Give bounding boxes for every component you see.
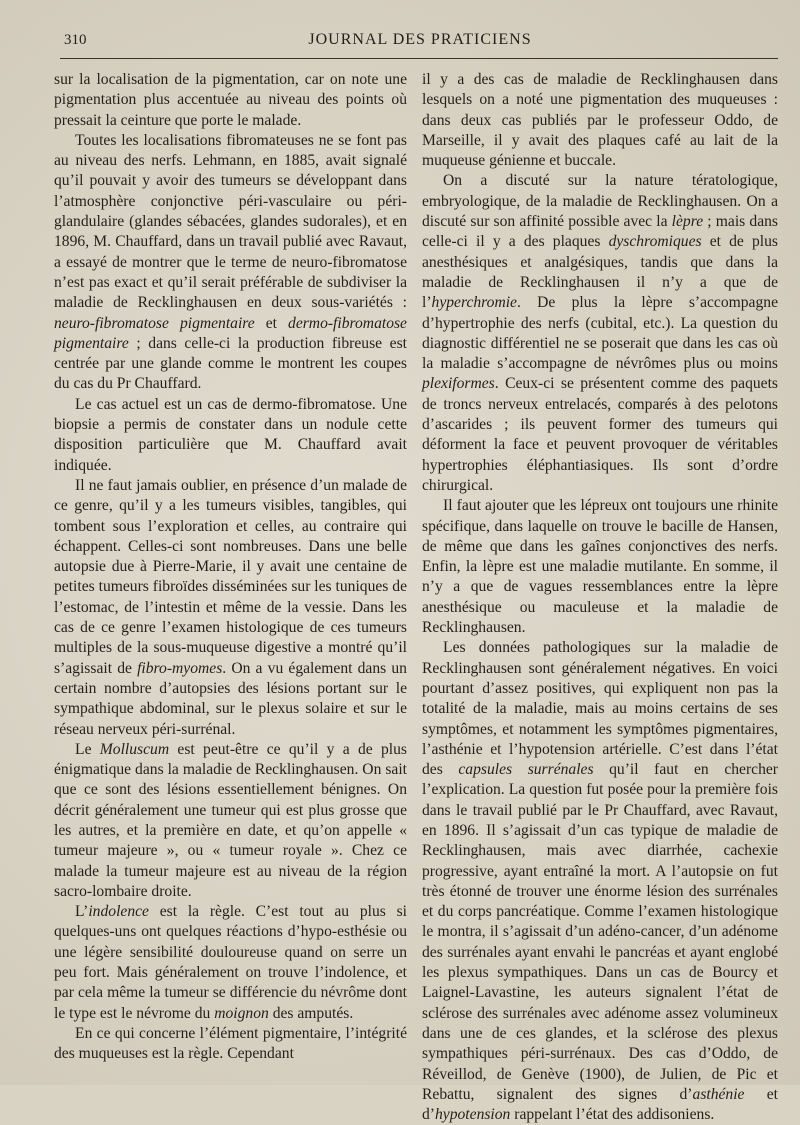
journal-title: JOURNAL DES PRATICIENS [308, 31, 532, 48]
page-number: 310 [64, 32, 87, 48]
paragraph [54, 1024, 407, 1065]
text-run: . On a vu également dans un certain nombre d’autopsies des lésions portant sur le sympathique abdominal, sur le plexus solaire et sur le réseau nerveux péri-surrénal. [54, 659, 407, 738]
paragraph [54, 902, 407, 1024]
paragraph [54, 131, 407, 395]
text-run: et de plus anesthésiques et analgésiques, tandis que dans la maladie de Recklinghausen il n’y a que de l’ [422, 233, 778, 312]
paragraph [422, 171, 778, 496]
italic-text: asthénie [692, 1085, 745, 1103]
italic-text: fibro-myomes [137, 659, 223, 677]
text-run: sur la localisation de la pigmentation, car on note une pigmentation plus accentuée au niveau des points où pressait la ceinture que porte le malade. [54, 71, 407, 129]
header-rule [60, 58, 778, 59]
paragraph [422, 638, 778, 1125]
text-run: et [254, 314, 289, 332]
left-column [54, 70, 407, 1065]
text-run: En ce qui concerne l’élément pigmentaire, l’intégrité des muqueuses est la règle. Cependant [54, 1024, 407, 1063]
text-run: est peut-être ce qu’il y a de plus énigmatique dans la maladie de Recklinghausen. On sait que ce sont des lésions essentiellement bénignes. On décrit généralement une tumeur qui est plus grosse que les autres, et la première en date, et qu’on appelle « tumeur majeure », ou « tumeur royale ». Chez ce malade la tumeur majeure est au niveau de la région sacro-lombaire droite. [54, 740, 407, 900]
text-run: Il faut ajouter que les lépreux ont toujours une rhinite spécifique, dans laquelle on trouve le bacille de Hansen, de même que dans les gaînes conjonctives des nerfs. Enfin, la lèpre est une maladie mutilante. En somme, il n’y a que de vagues ressemblances entre la lèpre anesthésique ou maculeuse et la maladie de Recklinghausen. [422, 497, 778, 637]
italic-text: indolence [88, 903, 149, 921]
paragraph [54, 476, 407, 740]
text-run: On a discuté sur la nature tératologique, embryologique, de la maladie de Recklinghausen. On a discuté sur son affinité possible avec la [422, 172, 778, 231]
text-run: Il ne faut jamais oublier, en présence d’un malade de ce genre, qu’il y a les tumeurs visibles, tangibles, qui tombent sous l’exploration et celles, au contraire qui échappent. Celles-ci sont nombreuses. Dans une belle autopsie due à Pierre-Marie, il y avait une centaine de petites tumeurs fibroïdes disséminées sur les tuniques de l’estomac, de l’intestin et même de la vessie. Dans les cas de ce genre l’examen histologique de ces tumeurs multiples de la sous-muqueuse digestive a montré qu’il s’agissait de [54, 476, 407, 677]
paragraph [54, 740, 407, 902]
text-run: Toutes les localisations fibromateuses ne se font pas au niveau des nerfs. Lehmann, en 1885, avait signalé qu’il pouvait y avoir des tumeurs se développant dans l’atmosphère conjonctive péri-vasculaire ou péri-glandulaire (glandes sébacées, glandes sudorales), et en 1896, M. Chauffard, dans un travail publié avec Ravaut, a essayé de montrer que le terme de neuro-fibromatose n’est pas exact et qu’il serait préférable de subdiviser la maladie de Recklinghausen en deux sous-variétés : [54, 131, 407, 312]
text-run: Le cas actuel est un cas de dermo-fibromatose. Une biopsie a permis de constater dans un nodule cette disposition particulière que M. Chauffard avait indiquée. [54, 395, 407, 474]
right-column [422, 70, 778, 1125]
italic-text: hypotension [435, 1106, 511, 1124]
text-run: L’ [75, 903, 89, 921]
text-run: Le [75, 740, 100, 758]
paragraph [422, 70, 778, 171]
italic-text: capsules surrénales [458, 761, 594, 779]
text-run: est la règle. C’est tout au plus si quelques-uns ont quelques réactions d’hypo-esthésie ou une légère sensibilité douloureuse quand on serre un peu fort. Mais généralement on trouve l’indolence, et par cela même la tumeur se différencie du névrôme dont le type est le névrome du [54, 903, 407, 1022]
text-run: ; dans celle-ci la production fibreuse est centrée par une glande comme le montrent les coupes du cas du Pr Chauffard. [54, 334, 407, 393]
text-run: des amputés. [268, 1004, 354, 1022]
italic-text: plexiformes [422, 375, 495, 393]
text-run: il y a des cas de maladie de Recklinghausen dans lesquels on a noté une pigmentation des muqueuses : dans deux cas publiés par le professeur Oddo, de Marseille, il y avait des plaques café au lait de la muqueuse génienne et buccale. [422, 71, 778, 170]
italic-text: lèpre [671, 213, 704, 231]
italic-text: Molluscum [99, 740, 170, 758]
paragraph [422, 496, 778, 638]
text-run: . Ceux-ci se présentent comme des paquets de troncs nerveux entrelacés, comparés à des pelotons d’ascarides ; ils peuvent former des tumeurs qui déforment la face et peuvent provoquer de véritables hypertrophies éléphantiasiques. Ils sont d’ordre chirurgical. [422, 375, 778, 494]
text-run: rappelant l’état des addisoniens. [510, 1106, 715, 1124]
italic-text: dermo-fibromatose pigmentaire [54, 314, 407, 352]
paragraph [54, 70, 407, 131]
text-run: . De plus la lèpre s’accompagne d’hypertrophie des nerfs (cubital, etc.). La question du diagnostic différentiel ne se poserait que dans les cas où la maladie s’accompagne de névrômes plus ou moins [422, 294, 778, 373]
italic-text: neuro-fibromatose pigmentaire [54, 314, 255, 332]
italic-text: dyschromiques [608, 233, 702, 251]
text-run: qu’il faut en chercher l’explication. La question fut posée pour la première fois dans le travail publié par le Pr Chauffard, avec Ravaut, en 1896. Il s’agissait d’un cas typique de maladie de Recklinghausen, mais avec diarrhée, cachexie progressive, ayant entraîné la mort. A l’autopsie on fut très étonné de trouver une énorme lésion des surrénales et du corps pancréatique. Comme l’examen histologique le montra, il s’agissait d’un adéno-cancer, d’un adénome des surrénales ayant envahi le pancréas et ayant englobé les plexus sympathiques. Dans un cas de Bourcy et Laignel-Lavastine, les auteurs signalent l’état de sclérose des surrénales avec adénome assez volumineux dans une de ces glandes, et la sclérose des plexus sympathiques péri-surrénaux. Des cas d’Oddo, de Réveillod, de Genève (1900), de Julien, de Pic et Rebattu, signalent des signes d’ [422, 761, 778, 1103]
paragraph [54, 395, 407, 476]
italic-text: moignon [214, 1004, 269, 1022]
text-run: ; mais dans celle-ci il y a des plaques [422, 213, 778, 251]
text-run: et d’ [422, 1085, 778, 1124]
text-run: Les données pathologiques sur la maladie de Recklinghausen sont généralement négatives. En voici pourtant d’assez positives, qui expliquent non pas la totalité de la maladie, mais au moins certains de ses symptômes, et notamment les symptômes pigmentaires, l’asthénie et l’hypotension artérielle. C’est dans l’état des [422, 639, 778, 779]
page-header [60, 26, 780, 52]
italic-text: hyperchromie [431, 294, 517, 312]
